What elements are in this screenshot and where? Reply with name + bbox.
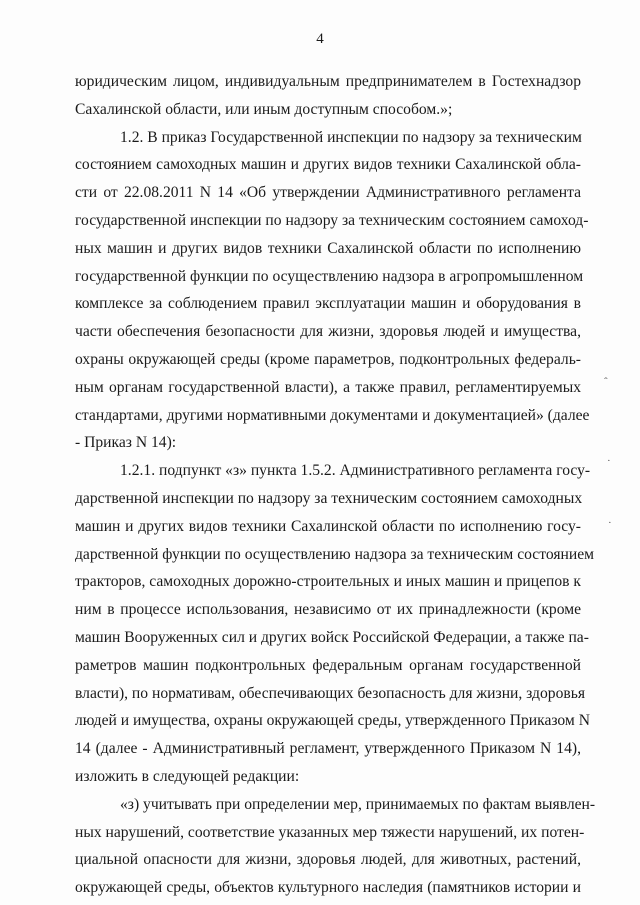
text-line: охраны окружающей среды (кроме параметров, подконтрольных федераль- [75, 350, 581, 368]
text-line: машин и других видов техники Сахалинской области по исполнению госу- [75, 517, 581, 535]
text-line: дарственной функции по осуществлению надзора за техническим состоянием [75, 545, 594, 563]
text-line: окружающей среды, объектов культурного наследия (памятников истории и [75, 879, 581, 897]
text-line: ных машин и других видов техники Сахалинской области по исполнению [75, 239, 581, 257]
text-line: 1.2.1. подпункт «з» пункта 1.5.2. Административного регламента госу- [120, 462, 591, 480]
text-line: - Приказ N 14): [75, 434, 177, 452]
document-body [75, 68, 596, 902]
text-line: людей и имущества, охраны окружающей среды, утвержденного Приказом N [75, 712, 590, 730]
text-line: ним в процессе использования, независимо от их принадлежности (кроме [75, 601, 581, 619]
text-line: машин Вооруженных сил и других войск Российской Федерации, а также па- [75, 628, 589, 646]
text-line: изложить в следующей редакции: [75, 767, 300, 785]
page-number: 4 [316, 31, 324, 47]
text-line: «з) учитывать при определении мер, принимаемых по фактам выявлен- [120, 795, 596, 813]
text-line: дарственной инспекции по надзору за техническим состоянием самоходных [75, 489, 583, 507]
text-line: части обеспечения безопасности для жизни, здоровья людей и имущества, [75, 323, 581, 341]
text-line: государственной функции по осуществлению надзора в агропромышленном [75, 267, 584, 285]
scan-artifact-mark: ˆ [604, 376, 608, 388]
text-line: ных нарушений, соответствие указанных мер тяжести нарушений, их потен- [75, 823, 585, 841]
text-line: 14 (далее - Административный регламент, утвержденного Приказом N 14), [75, 740, 581, 758]
text-line: власти), по нормативам, обеспечивающих безопасность для жизни, здоровья [75, 684, 586, 702]
text-line: раметров машин подконтрольных федеральным органам государственной [75, 656, 581, 674]
text-line: тракторов, самоходных дорожно-строительных и иных машин и прицепов к [75, 573, 581, 591]
text-line: состоянием самоходных машин и других видов техники Сахалинской обла- [75, 156, 581, 174]
scan-artifact-mark: · [607, 455, 611, 467]
text-line: государственной инспекции по надзору за техническим состоянием самоход- [75, 211, 589, 229]
text-line: юридическим лицом, индивидуальным предпринимателем в Гостехнадзор [75, 73, 581, 90]
text-line: 1.2. В приказ Государственной инспекции по надзору за техническим [120, 128, 582, 146]
text-line: ным органам государственной власти), а также правил, регламентируемых [75, 378, 581, 396]
text-line: стандартами, другими нормативными документами и документацией» (далее [75, 406, 590, 424]
text-line: циальной опасности для жизни, здоровья людей, для животных, растений, [75, 851, 581, 869]
text-line: Сахалинской области, или иным доступным способом.»; [75, 100, 453, 118]
text-line: сти от 22.08.2011 N 14 «Об утверждении Административного регламента [75, 184, 581, 202]
scan-artifact-mark: · [608, 517, 612, 529]
text-line: комплексе за соблюдением правил эксплуатации машин и оборудования в [75, 295, 581, 313]
